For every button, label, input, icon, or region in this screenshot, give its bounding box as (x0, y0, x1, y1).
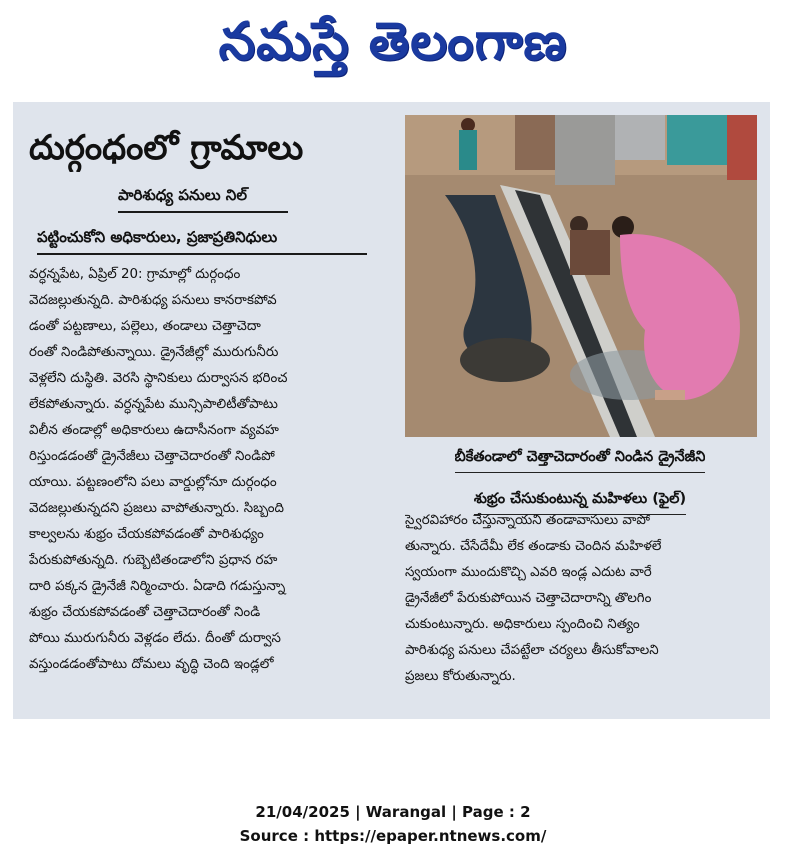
body-line: వస్తుండడంతోపాటు దోమలు వృద్ధి చెంది ఇండ్లలో (29, 657, 274, 672)
news-photo (405, 115, 757, 437)
body-line: చుకుంటున్నారు. అధికారులు స్పందించి నిత్యం (405, 617, 640, 632)
body-line: పారిశుధ్య పనులు చేపట్టేలా చర్యలు తీసుకోవాలని (405, 643, 659, 658)
masthead-title: నమస్తే తెలంగాణ (218, 11, 568, 72)
body-line: రంతో నిండిపోతున్నాయి. డ్రైనేజీల్లో మురుగునీరు (29, 345, 279, 360)
article-body-left-column (29, 262, 381, 678)
body-line: స్వైరవిహారం చేస్తున్నాయని తండావాసులు వాపో (405, 513, 651, 528)
caption-line: బీకేతండాలో చెత్తాచెదారంతో నిండిన డ్రైనేజీని (455, 442, 706, 473)
body-line: విలీన తండాల్లో అధికారులు ఉదాసీనంగా వ్యవహ (29, 423, 279, 438)
body-line: పోయి మురుగునీరు వెళ్లడం లేదు. దీంతో దుర్వాస (29, 631, 281, 646)
body-line: తున్నారు. చేసేదేమీ లేక తండాకు చెందిన మహిళలే (405, 539, 662, 554)
caption-line: శుభ్రం చేసుకుంటున్న మహిళలు (ఫైల్) (474, 484, 686, 515)
masthead (0, 0, 786, 95)
body-line: డంతో పట్టణాలు, పల్లెలు, తండాలు చెత్తాచెదా (29, 319, 261, 334)
article-body-right-column (405, 508, 757, 690)
body-line: శుభ్రం చేయకపోవడంతో చెత్తాచెదారంతో నిండి (29, 605, 261, 620)
body-line: స్వయంగా ముందుకొచ్చి ఎవరి ఇండ్ల ఎదుట వారే (405, 565, 652, 580)
page-footer (0, 800, 786, 848)
article-subheadline-2: పట్టించుకోని అధికారులు, ప్రజాప్రతినిధులు (37, 228, 367, 255)
body-line: వెదజల్లుతున్నది. పారిశుధ్య పనులు కానరాకపోవ (29, 293, 277, 308)
footer-source-link[interactable]: Source : https://epaper.ntnews.com/ (239, 827, 547, 845)
footer-edition-info: 21/04/2025 | Warangal | Page : 2 (255, 803, 531, 821)
body-line: పేరుకుపోతున్నది. గుబ్బెటితండాలోని ప్రధాన రహ (29, 553, 278, 568)
body-line: డ్రైనేజీలో పేరుకుపోయిన చెత్తాచెదారాన్ని తొలగిం (405, 591, 652, 606)
body-line: ప్రజలు కోరుతున్నారు. (405, 669, 516, 684)
body-line: కాల్వలను శుభ్రం చేయకపోవడంతో పారిశుధ్యం (29, 527, 264, 542)
article-headline: దుర్గంధంలో గ్రామాలు (29, 128, 304, 168)
article-subheadline-1: పారిశుధ్య పనులు నిల్ (118, 186, 288, 213)
body-line: వెళ్లలేని దుస్థితి. వెరసి స్థానికులు దుర్వాసన భరించ (29, 371, 288, 386)
body-line: వెదజల్లుతున్నదని ప్రజలు వాపోతున్నారు. సిబ్బంది (29, 501, 285, 516)
body-line: లేకపోతున్నారు. వర్ధన్నపేట మున్సిపాలిటీతోపాటు (29, 397, 278, 412)
body-line: రిస్తుండడంతో డ్రైనేజీలు చెత్తాచెదారంతో నిండిపో (29, 449, 275, 464)
body-line: యాయి. పట్టణంలోని పలు వార్డుల్లోనూ దుర్గంధం (29, 475, 277, 490)
body-line: వర్ధన్నపేట, ఏప్రిల్ 20: గ్రామాల్లో దుర్గంధం (29, 267, 241, 282)
body-line: దారి పక్కన డ్రైనేజీ నిర్మించారు. ఏడాది గడుస్తున్నా (29, 579, 286, 594)
